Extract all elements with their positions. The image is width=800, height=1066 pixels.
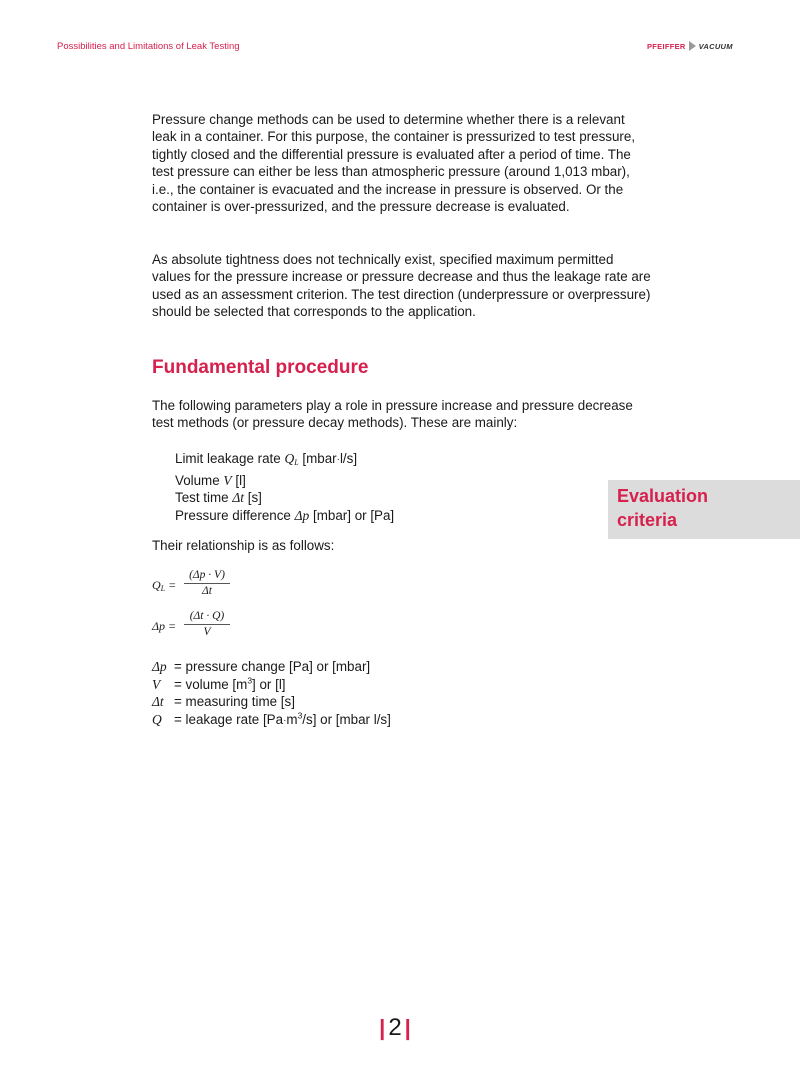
section-paragraph: The following parameters play a role in pressure increase and pressure decrease test methods (or pressure decay methods). These are mainly:: [152, 398, 633, 431]
intro-paragraph-1: Pressure change methods can be used to determine whether there is a relevant leak in a container. For this purpose, the container is pressurized to test pressure, tightly closed and the differential pressure is evaluated after a period of time. The test pressure can either be less than atmospheric pressure (around 1,013 mbar), i.e., the container is evacuated and the increase in pressure is observed. Or the container is over-pressurized, and the pressure decrease is evaluated.: [152, 112, 636, 215]
multiply-dot-icon: ·: [336, 454, 340, 465]
running-header: Possibilities and Limitations of Leak Testing: [57, 41, 240, 52]
legend-symbol: Q: [152, 711, 162, 727]
page-number: | 2 |: [372, 1014, 418, 1042]
section-heading: Fundamental procedure: [152, 357, 369, 378]
fraction: [184, 568, 230, 598]
denominator: V: [203, 626, 211, 638]
parameter-item: Test time Δt [s]: [175, 490, 262, 506]
denominator: Δt: [202, 585, 212, 597]
legend-row: Δt = measuring time [s]: [152, 694, 295, 710]
logo-triangle-icon: [689, 41, 696, 51]
pfeiffer-vacuum-logo: [647, 40, 733, 52]
numerator: (Δp · V): [184, 568, 230, 584]
legend-row: Δp = pressure change [Pa] or [mbar]: [152, 659, 371, 674]
symbol-legend: [152, 658, 391, 729]
fraction: [184, 609, 230, 639]
parameter-symbol: Δp: [294, 507, 310, 523]
relationship-text: Their relationship is as follows:: [152, 538, 335, 553]
legend-row: Q = leakage rate $[Pa\cdot m^3/s]$ or [mbar l/s]: [152, 711, 391, 730]
parameter-item: Volume V [l]: [175, 472, 246, 488]
multiply-dot-icon: ·: [283, 714, 287, 726]
intro-paragraph-2: As absolute tightness does not technically exist, specified maximum permitted values for the pressure increase or pressure decrease and thus the leakage rate are used as an assessment criterion. The test direction (underpressure or overpressure) should be selected that corresponds to the application.: [152, 252, 651, 320]
page-number-bar-right: |: [404, 1015, 411, 1040]
parameter-item: Limit leakage rate $Q_L$ [mbar·l/s]: [175, 451, 358, 467]
legend-row: V = volume $[m^3]$ or [l]: [152, 675, 286, 692]
sidebar-label: Evaluation criteria: [617, 486, 709, 530]
parameter-symbol: Δt: [232, 490, 244, 506]
parameter-list: [175, 450, 394, 524]
parameter-symbol: V: [223, 472, 232, 488]
parameter-symbol: $Q_L$: [284, 451, 299, 467]
legend-symbol: V: [152, 676, 161, 692]
logo-word: VACUUM: [698, 41, 733, 51]
legend-symbol: Δt: [152, 694, 164, 710]
logo-brand: PFEIFFER: [647, 41, 686, 51]
sidebar-box: [608, 480, 800, 539]
parameter-item: Pressure difference Δp [mbar] or [Pa]: [175, 507, 395, 523]
page-number-bar-left: |: [379, 1015, 386, 1040]
legend-symbol: Δp: [152, 659, 167, 674]
numerator: (Δt · Q): [184, 609, 230, 625]
